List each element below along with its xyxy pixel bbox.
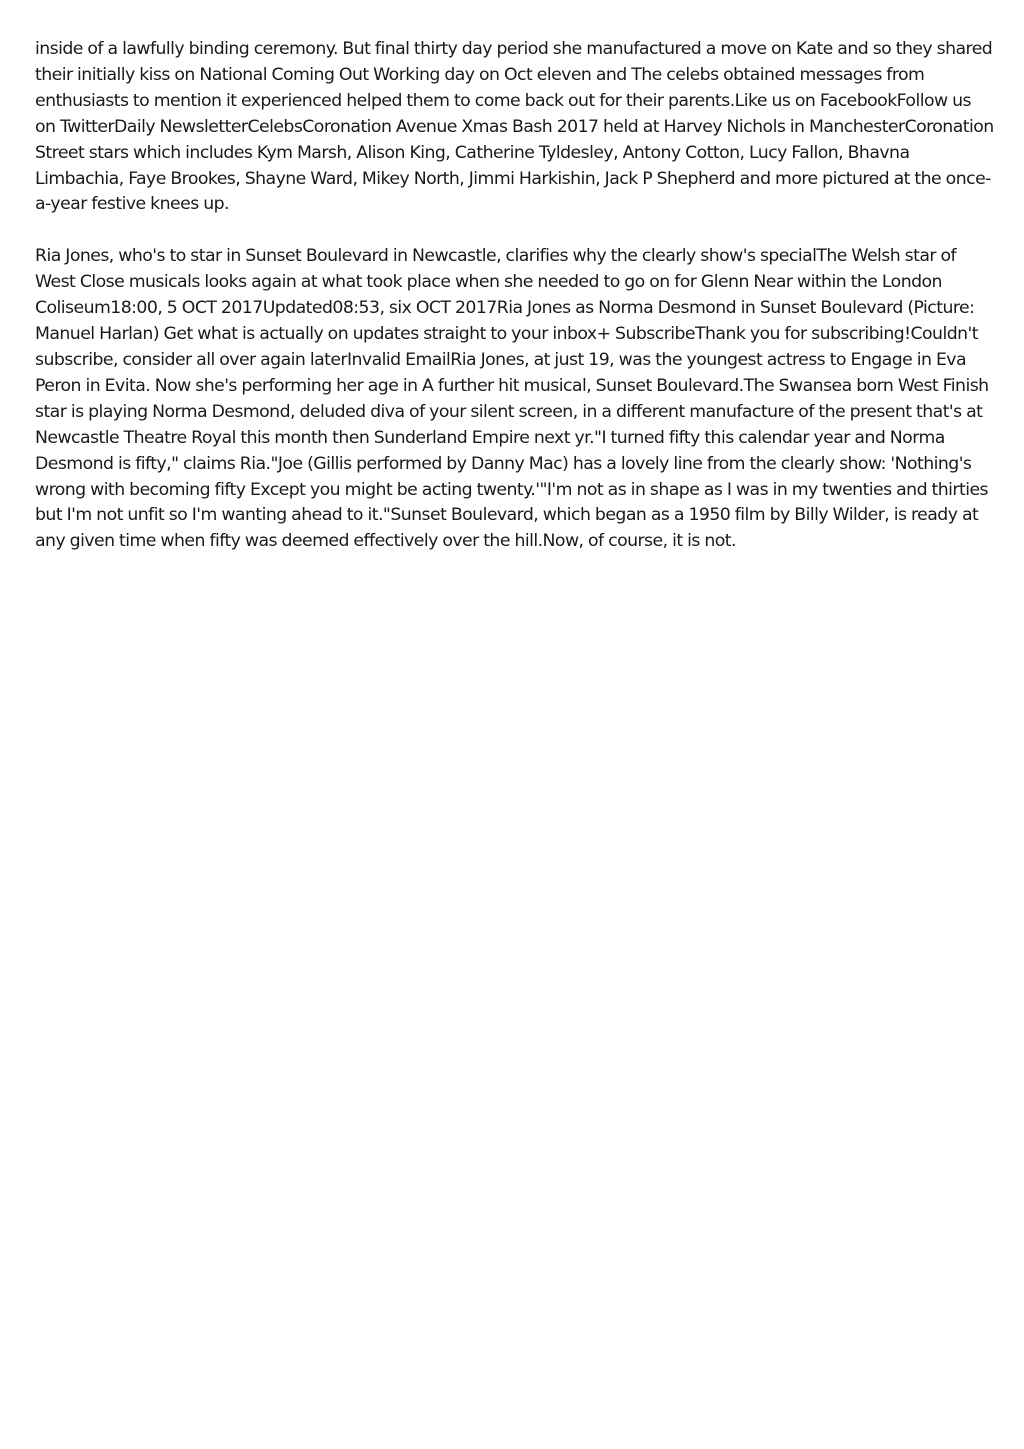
document-page [35, 37, 995, 555]
body-paragraph-2: Ria Jones, who's to star in Sunset Boulevard in Newcastle, clarifies why the clearly show's specialThe Welsh star of West Close musicals looks again at what took place when she needed to go on for Glenn Near within the London Coliseum18:00, 5 OCT 2017Updated08:53, six OCT 2017Ria Jones as Norma Desmond in Sunset Boulevard (Picture: Manuel Harlan) Get what is actually on updates straight to your inbox+ SubscribeThank you for subscribing!Couldn't subscribe, consider all over again laterInvalid EmailRia Jones, at just 19, was the youngest actress to Engage in Eva Peron in Evita. Now she's performing her age in A further hit musical, Sunset Boulevard.The Swansea born West Finish star is playing Norma Desmond, deluded diva of your silent screen, in a different manufacture of the present that's at Newcastle Theatre Royal this month then Sunderland Empire next yr."I turned fifty this calendar year and Norma Desmond is fifty," claims Ria."Joe (Gillis performed by Danny Mac) has a lovely line from the clearly show: 'Nothing's wrong with becoming fifty Except you might be acting twenty.'"I'm not as in shape as I was in my twenties and thirties but I'm not unfit so I'm wanting ahead to it."Sunset Boulevard, which began as a 1950 film by Billy Wilder, is ready at any given time when fifty was deemed effectively over the hill.Now, of course, it is not. [35, 246, 989, 552]
body-paragraph-1: inside of a lawfully binding ceremony. But final thirty day period she manufactured a move on Kate and so they shared their initially kiss on National Coming Out Working day on Oct eleven and The celebs obtained messages from enthusiasts to mention it experienced helped them to come back out for their parents.Like us on FacebookFollow us on TwitterDaily NewsletterCelebsCoronation Avenue Xmas Bash 2017 held at Harvey Nichols in ManchesterCoronation Street stars which includes Kym Marsh, Alison King, Catherine Tyldesley, Antony Cotton, Lucy Fallon, Bhavna Limbachia, Faye Brookes, Shayne Ward, Mikey North, Jimmi Harkishin, Jack P Shepherd and more pictured at the once-a-year festive knees up. [35, 39, 994, 215]
